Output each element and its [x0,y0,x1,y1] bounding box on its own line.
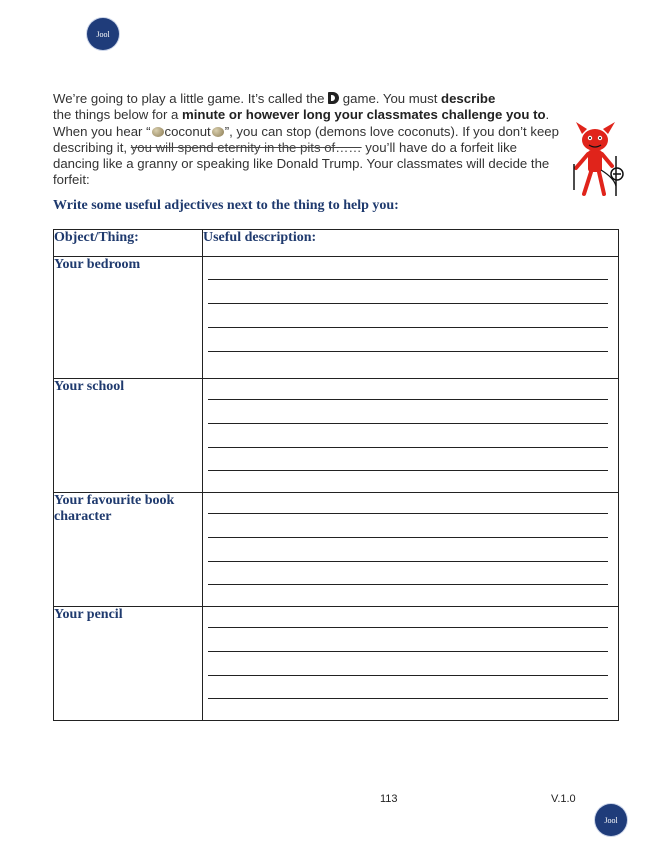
writing-line[interactable] [208,399,608,400]
writing-line[interactable] [208,561,608,562]
table-header-row [54,230,619,257]
intro-challenge: minute or however long your classmates challenge you to [182,107,546,123]
writing-line[interactable] [208,698,608,699]
row-label: Your pencil [54,607,203,721]
header-object: Object/Thing: [54,230,203,257]
table-row [54,257,619,379]
writing-lines[interactable] [203,379,619,493]
writing-line[interactable] [208,537,608,538]
writing-line[interactable] [208,303,608,304]
header-description: Useful description: [203,230,619,257]
writing-line[interactable] [208,627,608,628]
row-label: Your favourite book character [54,493,203,607]
intro-sentence-6: you’ll have do a forfeit like dancing like a granny or speaking like Donald Trump. Your classmates will decide the forfeit: [53,139,550,188]
writing-lines[interactable] [203,257,619,379]
table-row [54,379,619,493]
writing-line[interactable] [208,470,608,471]
intro-coconut: coconut [164,123,211,139]
devil-icon [570,120,624,198]
intro-sentence-4: . When you hear “ [53,107,550,139]
coconut-icon [212,127,224,137]
intro-struck-text: you will spend eternity in the pits of…… [130,139,362,155]
table-row [54,607,619,721]
d-letter-icon [328,92,339,104]
writing-line[interactable] [208,423,608,424]
writing-line[interactable] [208,651,608,652]
intro-sentence-5: ”, you can stop (demons love coconuts). If you don’t keep describing it, [53,123,559,155]
logo-text: Jool [96,29,110,39]
page-number: 113 [380,793,398,805]
writing-lines[interactable] [203,493,619,607]
intro-sentence-2: game. You must [339,91,442,106]
writing-line[interactable] [208,327,608,328]
intro-text [53,91,618,189]
writing-line[interactable] [208,584,608,585]
row-label: Your bedroom [54,257,203,379]
coconut-icon [152,127,164,137]
writing-lines[interactable] [203,607,619,721]
writing-line[interactable] [208,675,608,676]
writing-line[interactable] [208,351,608,352]
writing-line[interactable] [208,513,608,514]
intro-sentence-3: the things below for a [53,107,183,123]
table-row [54,493,619,607]
row-label: Your school [54,379,203,493]
intro-describe: describe [441,91,496,106]
writing-line[interactable] [208,447,608,448]
logo-text: Jool [604,815,618,825]
description-table [53,229,619,721]
writing-line[interactable] [208,279,608,280]
brand-logo-footer [595,804,627,836]
instruction-heading: Write some useful adjectives next to the thing to help you: [53,198,399,213]
version-label: V.1.0 [551,793,576,805]
brand-logo [87,18,119,50]
intro-sentence-1: We’re going to play a little game. It’s called the [53,91,329,106]
